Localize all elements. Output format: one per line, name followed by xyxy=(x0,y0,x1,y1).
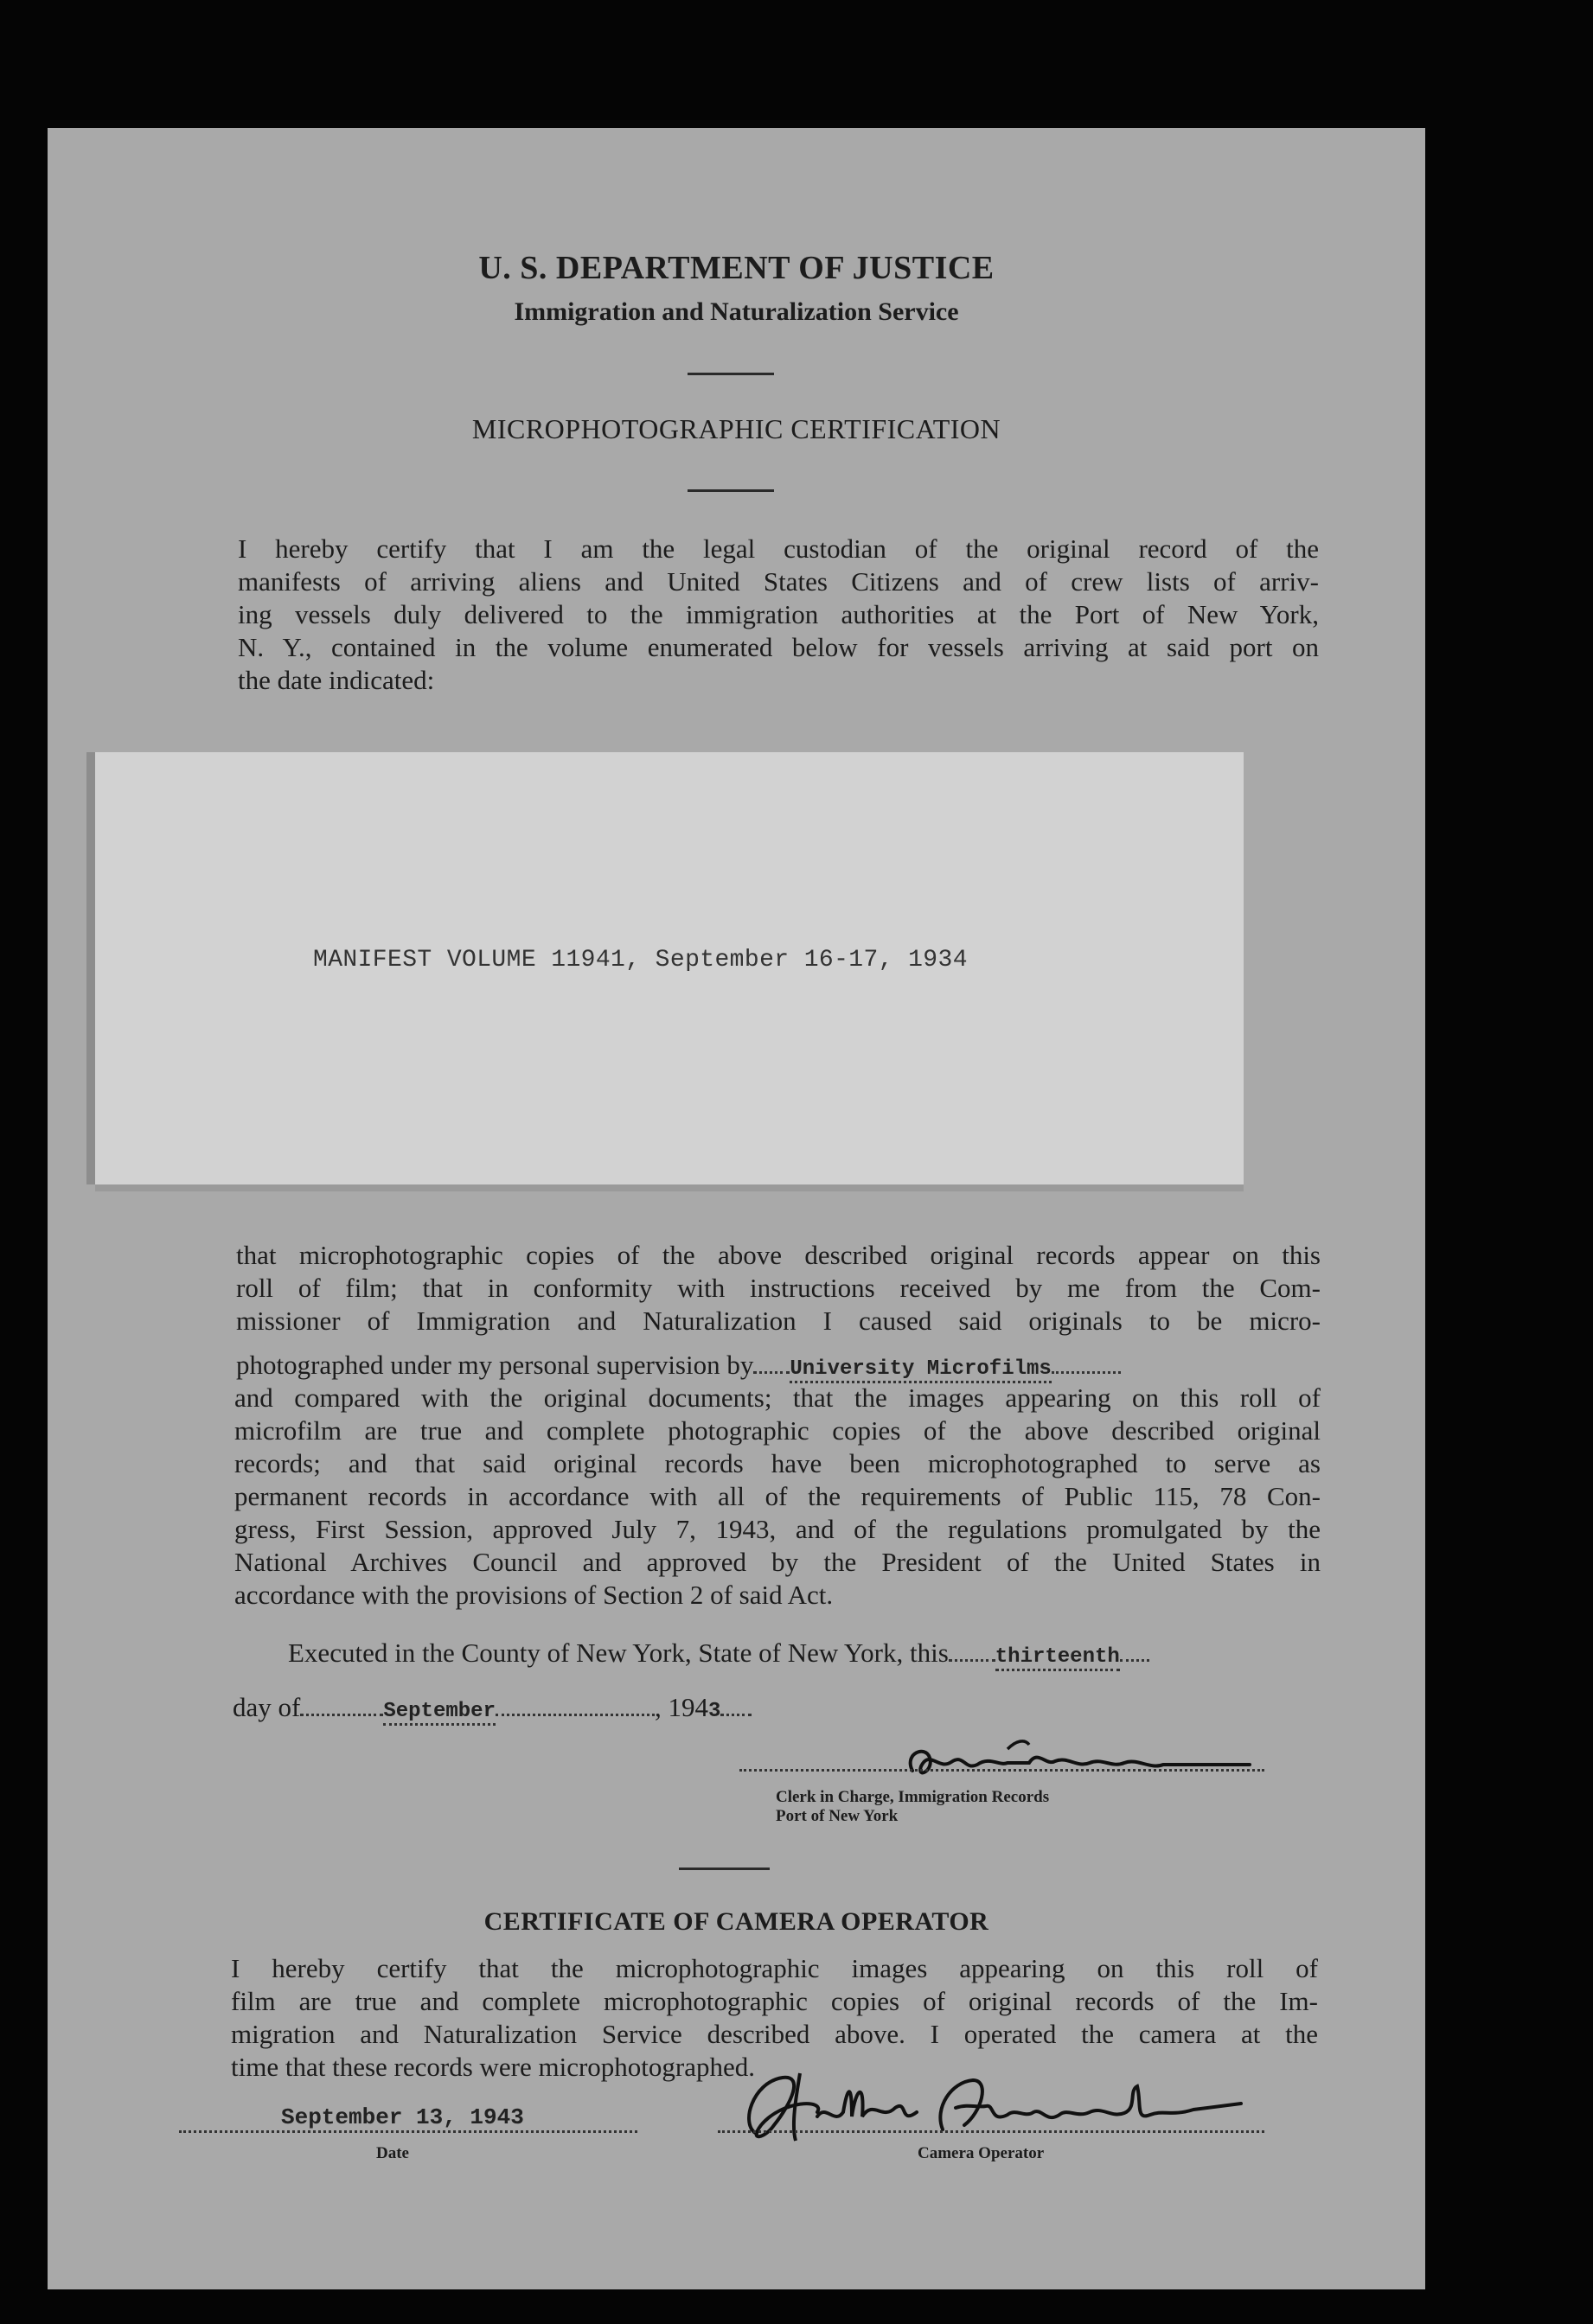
fill-dots xyxy=(1052,1368,1121,1374)
service-subheading: Immigration and Naturalization Service xyxy=(514,297,959,326)
intro-line: manifests of arriving aliens and United States Citizens and of crew lists of arriv- xyxy=(238,566,1319,597)
body-line: missioner of Immigration and Naturalization I caused said originals to be micro- xyxy=(236,1306,1321,1336)
year-prefix: , 194 xyxy=(654,1692,708,1722)
camera-date-value: September 13, 1943 xyxy=(281,2104,524,2130)
fill-dots xyxy=(753,1368,790,1374)
clerk-title: Clerk in Charge, Immigration Records xyxy=(776,1788,1050,1806)
clerk-port: Port of New York xyxy=(776,1807,899,1825)
camera-line: time that these records were microphotographed. xyxy=(231,2052,755,2082)
intro-line: N. Y., contained in the volume enumerated below for vessels arriving at said port on xyxy=(238,632,1319,662)
department-heading: U. S. DEPARTMENT OF JUSTICE xyxy=(478,250,995,286)
supervision-line xyxy=(236,1349,1121,1386)
clerk-signature-image xyxy=(878,1732,1276,1792)
year-digit-value: 3 xyxy=(707,1700,721,1723)
body-line: gress, First Session, approved July 7, 1943, and of the regulations promulgated by the xyxy=(234,1514,1321,1544)
camera-certificate-title: CERTIFICATE OF CAMERA OPERATOR xyxy=(483,1907,989,1936)
body-line: microfilm are true and complete photographic copies of the above described original xyxy=(234,1415,1321,1446)
intro-line: I hereby certify that I am the legal custodian of the original record of the xyxy=(238,533,1319,564)
body-line: National Archives Council and approved by the President of the United States in xyxy=(234,1547,1321,1577)
clerk-signature-line xyxy=(739,1769,1264,1772)
body-line: that microphotographic copies of the above described original records appear on this xyxy=(236,1240,1321,1270)
date-label: Date xyxy=(376,2144,409,2162)
certification-title: MICROPHOTOGRAPHIC CERTIFICATION xyxy=(471,413,1001,444)
supervision-prefix: photographed under my personal supervision by xyxy=(236,1350,754,1380)
executed-prefix: Executed in the County of New York, State of New York, this xyxy=(288,1638,949,1668)
fill-dots xyxy=(949,1656,995,1662)
certificate-page xyxy=(48,128,1425,2289)
camera-line: migration and Naturalization Service described above. I operated the camera at the xyxy=(231,2019,1318,2049)
intro-line: ing vessels duly delivered to the immigration authorities at the Port of New York, xyxy=(238,599,1319,629)
camera-operator-signature-line xyxy=(718,2130,1264,2133)
month-value: September xyxy=(383,1700,496,1726)
camera-operator-signature-image xyxy=(722,2065,1293,2151)
fill-dots xyxy=(720,1710,752,1716)
manifest-volume-text: MANIFEST VOLUME 11941, September 16-17, 1934 xyxy=(313,947,968,974)
manifest-volume-card xyxy=(95,752,1244,1184)
divider-rule xyxy=(688,373,774,375)
body-line: roll of film; that in conformity with instructions received by me from the Com- xyxy=(236,1273,1321,1303)
body-line: records; and that said original records have been microphotographed to serve as xyxy=(234,1448,1321,1478)
fill-dots xyxy=(496,1710,655,1716)
executed-day-value: thirteenth xyxy=(995,1645,1120,1671)
divider-rule xyxy=(688,489,774,492)
day-of-line xyxy=(233,1691,752,1728)
date-line xyxy=(179,2130,637,2133)
fill-dots xyxy=(1120,1656,1149,1662)
camera-line: I hereby certify that the microphotographic images appearing on this roll of xyxy=(231,1953,1318,1983)
intro-line: the date indicated: xyxy=(238,665,435,695)
body-line: permanent records in accordance with all of the requirements of Public 115, 78 Con- xyxy=(234,1481,1321,1511)
body-line: accordance with the provisions of Section 2 of said Act. xyxy=(234,1580,834,1610)
camera-line: film are true and complete microphotographic copies of original records of the Im- xyxy=(231,1986,1318,2016)
supervision-value: University Microfilms xyxy=(790,1357,1051,1383)
fill-dots xyxy=(300,1710,383,1716)
executed-line xyxy=(288,1637,1149,1674)
day-of-label: day of xyxy=(233,1692,301,1722)
divider-rule xyxy=(679,1868,770,1870)
camera-operator-label: Camera Operator xyxy=(918,2144,1045,2162)
body-line: and compared with the original documents; that the images appearing on this roll of xyxy=(234,1382,1321,1413)
